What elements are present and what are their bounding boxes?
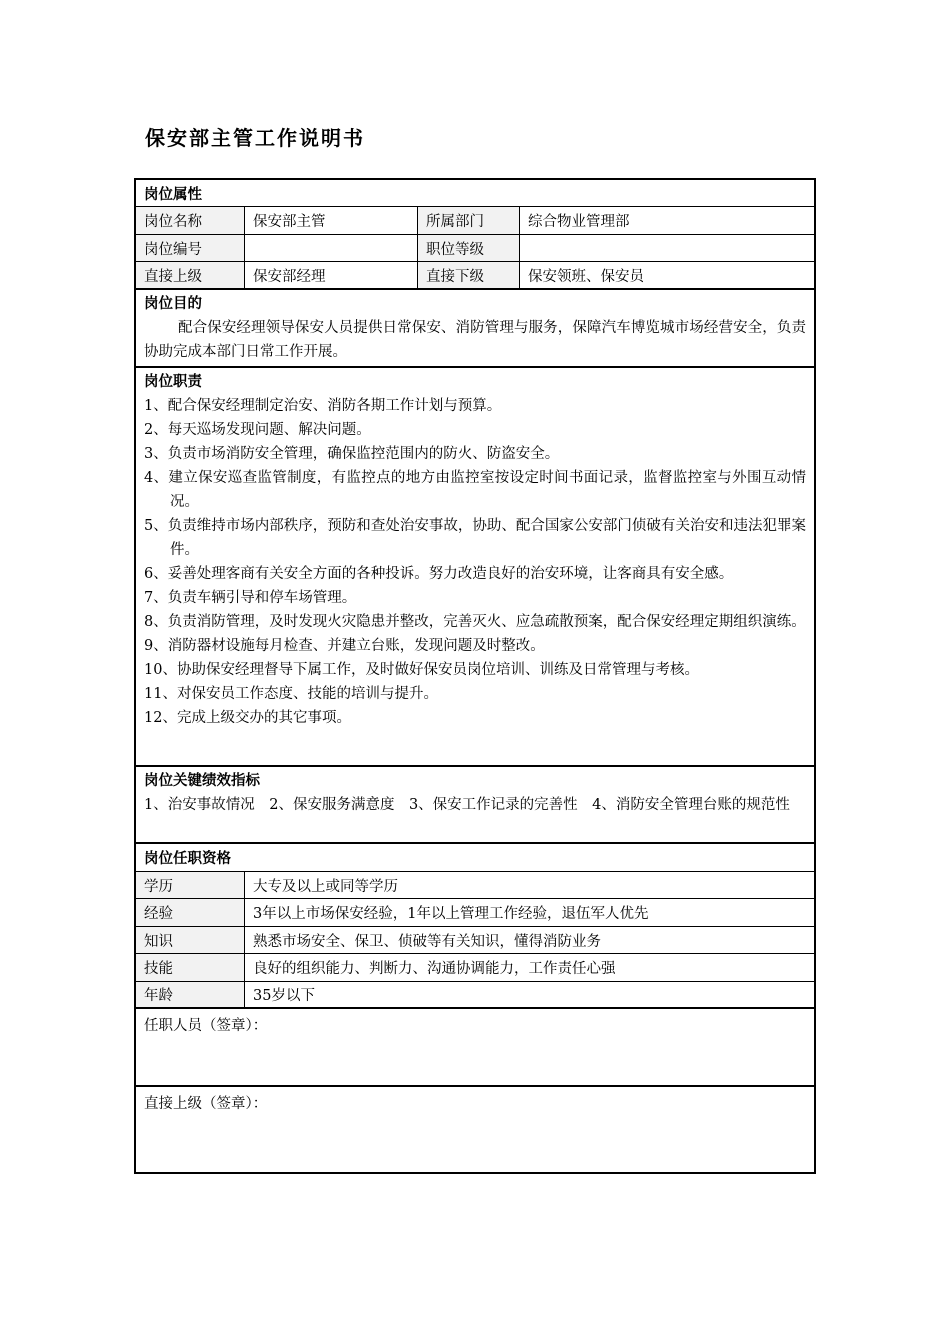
supervisor-signature-box[interactable] xyxy=(136,1087,814,1174)
qual-label: 技能 xyxy=(136,954,244,981)
attr-label: 岗位名称 xyxy=(136,207,244,234)
qual-value: 熟悉市场安全、保卫、侦破等有关知识，懂得消防业务 xyxy=(244,927,814,953)
attributes-heading: 岗位属性 xyxy=(144,186,202,203)
qualification-row xyxy=(136,982,814,1009)
attributes-row xyxy=(136,262,814,290)
attr-value: 综合物业管理部 xyxy=(519,207,814,234)
duties-heading: 岗位职责 xyxy=(144,374,202,390)
attr-label: 直接下级 xyxy=(417,262,519,288)
qualification-row xyxy=(136,954,814,982)
supervisor-signature-label: 直接上级（签章）： xyxy=(144,1096,268,1112)
duty-item: 12、完成上级交办的其它事项。 xyxy=(144,710,351,726)
duty-item: 3、负责市场消防安全管理，确保监控范围内的防火、防盗安全。 xyxy=(144,446,560,462)
qualification-row xyxy=(136,872,814,899)
incumbent-signature-label: 任职人员（签章）： xyxy=(144,1018,268,1034)
qualifications-header-row xyxy=(136,844,814,872)
qual-value: 大专及以上或同等学历 xyxy=(244,872,814,898)
qual-label: 知识 xyxy=(136,927,244,953)
qual-label: 年龄 xyxy=(136,982,244,1007)
purpose-section xyxy=(136,290,814,368)
duty-item: 7、负责车辆引导和停车场管理。 xyxy=(144,590,357,606)
page-title: 保安部主管工作说明书 xyxy=(145,126,365,150)
attributes-row xyxy=(136,235,814,262)
attr-value: 保安领班、保安员 xyxy=(519,262,814,288)
attr-label: 所属部门 xyxy=(417,207,519,234)
attr-value: 保安部经理 xyxy=(244,262,417,288)
duty-item: 4、建立保安巡查监管制度，有监控点的地方由监控室按设定时间书面记录，监督监控室与外围互动情况。 xyxy=(144,470,806,510)
duty-item: 8、负责消防管理，及时发现火灾隐患并整改，完善灭火、应急疏散预案，配合保安经理定期组织演练。 xyxy=(144,614,806,630)
attr-label: 直接上级 xyxy=(136,262,244,288)
duties-section xyxy=(136,368,814,767)
qual-value: 良好的组织能力、判断力、沟通协调能力，工作责任心强 xyxy=(244,954,814,981)
attr-value: 保安部主管 xyxy=(244,207,417,234)
attr-label: 职位等级 xyxy=(417,235,519,261)
kpi-section xyxy=(136,767,814,844)
qual-value: 3年以上市场保安经验，1年以上管理工作经验，退伍军人优先 xyxy=(244,899,814,926)
job-description-table xyxy=(134,178,816,1174)
purpose-text: 配合保安经理领导保安人员提供日常保安、消防管理与服务，保障汽车博览城市场经营安全，负责协助完成本部门日常工作开展。 xyxy=(144,320,806,360)
duty-item: 6、妥善处理客商有关安全方面的各种投诉。努力改造良好的治安环境，让客商具有安全感。 xyxy=(144,566,734,582)
duty-item: 11、对保安员工作态度、技能的培训与提升。 xyxy=(144,686,438,702)
kpi-heading: 岗位关键绩效指标 xyxy=(144,773,260,789)
attributes-row xyxy=(136,207,814,235)
duty-item: 5、负责维持市场内部秩序，预防和查处治安事故，协助、配合国家公安部门侦破有关治安和违法犯罪案件。 xyxy=(144,518,806,558)
duty-item: 2、每天巡场发现问题、解决问题。 xyxy=(144,422,371,438)
qual-label: 经验 xyxy=(136,899,244,926)
duty-item: 10、协助保安经理督导下属工作，及时做好保安员岗位培训、训练及日常管理与考核。 xyxy=(144,662,699,678)
attr-label: 岗位编号 xyxy=(136,235,244,261)
attributes-header-row xyxy=(136,180,814,207)
qualification-row xyxy=(136,927,814,954)
duty-item: 1、配合保安经理制定治安、消防各期工作计划与预算。 xyxy=(144,398,502,414)
qual-value: 35岁以下 xyxy=(244,982,814,1007)
qual-label: 学历 xyxy=(136,872,244,898)
incumbent-signature-box[interactable] xyxy=(136,1009,814,1087)
attr-value xyxy=(244,235,417,261)
attr-value xyxy=(519,235,814,261)
duty-item: 9、消防器材设施每月检查、并建立台账，发现问题及时整改。 xyxy=(144,638,545,654)
qualification-row xyxy=(136,899,814,927)
purpose-heading: 岗位目的 xyxy=(144,296,202,312)
qualifications-heading: 岗位任职资格 xyxy=(144,851,231,867)
kpi-text: 1、治安事故情况 2、保安服务满意度 3、保安工作记录的完善性 4、消防安全管理台账的规范性 xyxy=(144,797,790,813)
